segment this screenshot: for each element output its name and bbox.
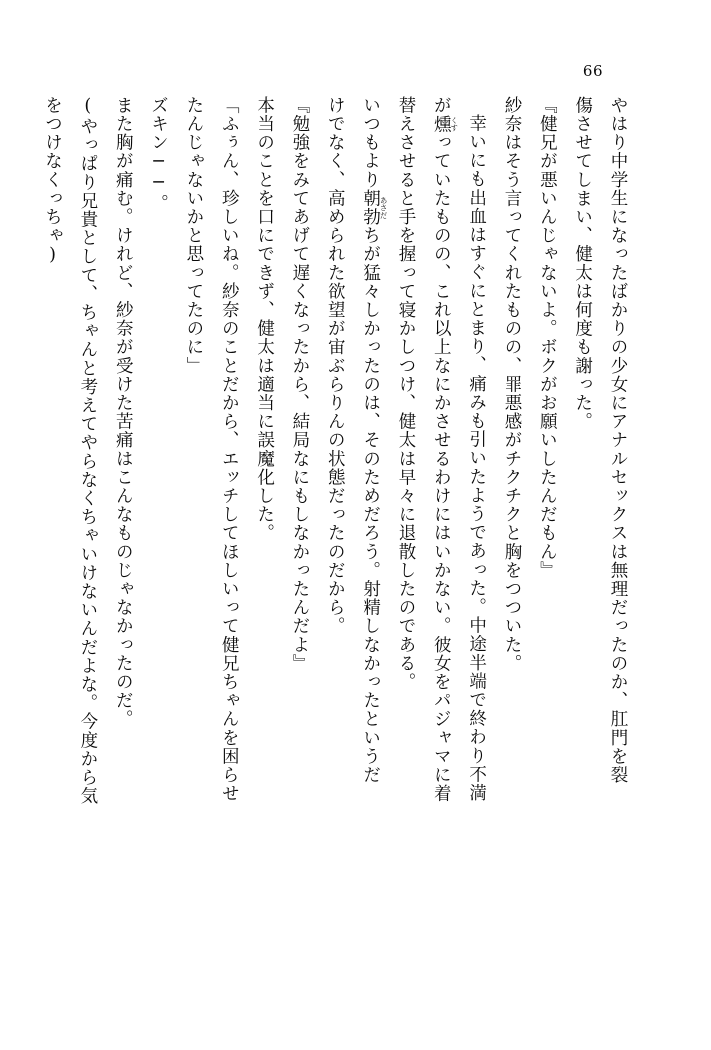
paragraph-with-ruby: いつもより朝勃あさだちが猛々しかったのは、そのためだろう。射精しなかったというだ (360, 96, 389, 785)
paragraph: ズキン──。 (148, 96, 169, 213)
ruby-base: 朝勃 (360, 189, 381, 227)
paragraph: たんじゃないかと思ってたのに」 (183, 96, 204, 375)
paragraph: 幸いにも出血はすぐにとまり、痛みも引いたようであった。中途半端で終わり不満 (466, 113, 487, 802)
ruby-annotation (360, 189, 389, 227)
paragraph-text-before: が (431, 96, 452, 115)
ruby-base: 燻 (431, 114, 452, 134)
paragraph: 紗奈はそう言ってくれたものの、罪悪感がチクチクと胸をつついた。 (501, 96, 522, 673)
paragraph: をつけなくっちゃ) (42, 96, 63, 266)
body-text-vertical (42, 96, 635, 948)
paragraph-text-after: っていたものの、これ以上なにかさせるわけにはいかない。彼女をパジャマに着 (431, 133, 452, 803)
paragraph: けでなく、高められた欲望が宙ぶらりんの状態だったのだから。 (325, 96, 346, 636)
page-number: 66 (582, 62, 603, 80)
paragraph: やはり中学生になったばかりの少女にアナルセックスは無理だったのか、肛門を裂 (608, 96, 628, 785)
paragraph: 『健兄が悪いんじゃないよ。ボクがお願いしたんだもん』 (537, 96, 558, 580)
ruby-text: くす (449, 114, 459, 134)
paragraph: 本当のことを口にできず、健太は適当に誤魔化した。 (254, 96, 275, 543)
paragraph: 替えさせると手を握って寝かしつけ、健太は早々に退散したのである。 (395, 96, 416, 692)
paragraph: (やっぱり兄貴として、ちゃんと考えてやらなくちゃいけないんだよな。今度から気 (77, 96, 98, 806)
paragraph: 「ふぅん、珍しいね。紗奈のことだから、エッチしてほしいって健兄ちゃんを困らせ (219, 96, 240, 803)
paragraph: また胸が痛む。けれど、紗奈が受けた苦痛はこんなものじゃなかったのだ。 (113, 96, 134, 729)
ruby-annotation (431, 114, 459, 134)
paragraph: 『勉強をみてあげて遅くなったから、結局なにもしなかったんだよ』 (289, 96, 310, 673)
paragraph: 傷させてしまい、健太は何度も謝った。 (572, 96, 593, 431)
ruby-text: あさだ (379, 189, 389, 227)
paragraph-with-ruby (423, 96, 458, 948)
